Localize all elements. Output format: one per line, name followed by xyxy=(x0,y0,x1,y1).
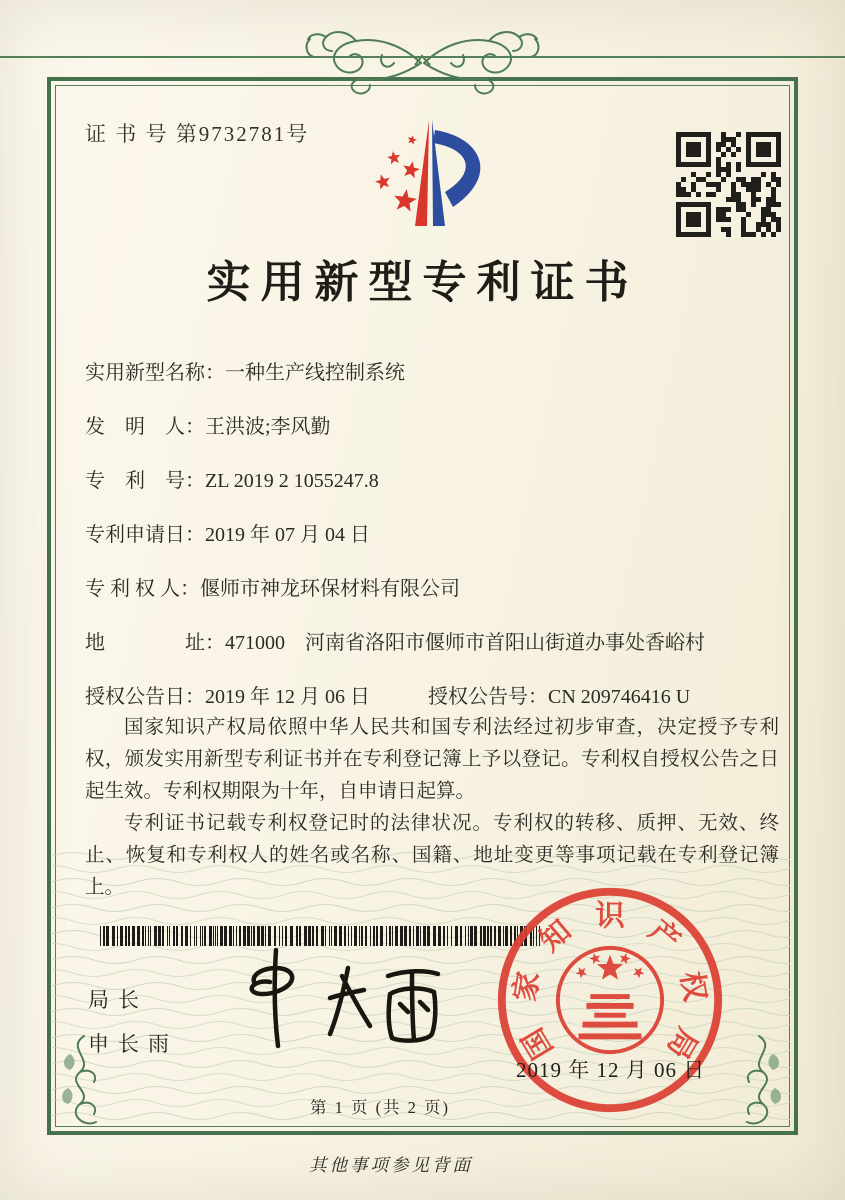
field-label: 地 址： xyxy=(85,632,225,654)
certificate-title: 实用新型专利证书 xyxy=(206,258,639,307)
logo-stars xyxy=(375,135,420,211)
field-row-name xyxy=(85,356,785,410)
svg-text:局: 局 xyxy=(660,1022,703,1064)
svg-text:国: 国 xyxy=(517,1022,560,1064)
field-label: 专 利 号： xyxy=(85,470,205,492)
legal-paragraphs xyxy=(85,712,779,904)
signature xyxy=(230,942,448,1054)
field-rows xyxy=(85,356,785,734)
field-row-inventor xyxy=(85,410,785,464)
page-number: 第 1 页 (共 2 页) xyxy=(309,1098,451,1117)
field-row-address xyxy=(85,626,785,680)
commissioner-label: 局长 xyxy=(88,988,148,1012)
seal-date: 2019 年 12 月 06 日 xyxy=(516,1058,706,1082)
field-label: 授权公告日： xyxy=(85,686,205,708)
field-value: 偃师市神龙环保材料有限公司 xyxy=(200,578,460,600)
field-label: 实用新型名称： xyxy=(85,362,225,384)
field-row-patentee xyxy=(85,572,785,626)
field-label: 专利申请日： xyxy=(85,524,205,546)
svg-text:权: 权 xyxy=(674,969,711,1004)
field-label: 授权公告号： xyxy=(428,686,548,708)
field-label: 专 利 权 人： xyxy=(85,578,200,600)
svg-text:家: 家 xyxy=(509,969,546,1004)
commissioner-name: 申长雨 xyxy=(88,1032,178,1056)
field-value: 一种生产线控制系统 xyxy=(225,362,405,384)
seal-emblem xyxy=(558,948,662,1052)
field-row-patent-no xyxy=(85,464,785,518)
field-label: 发 明 人： xyxy=(85,416,205,438)
seal-text xyxy=(508,899,711,1064)
field-value: ZL 2019 2 1055247.8 xyxy=(205,470,379,492)
grant-number xyxy=(428,680,690,709)
qr-code xyxy=(676,132,782,238)
certificate-number: 证 书 号 第9732781号 xyxy=(85,122,310,146)
cnipa-logo-icon xyxy=(345,114,510,236)
field-value: 2019 年 07 月 04 日 xyxy=(205,524,370,546)
field-value: 王洪波;李风勤 xyxy=(205,416,331,438)
svg-text:知: 知 xyxy=(534,914,578,959)
field-value: CN 209746416 U xyxy=(548,686,691,708)
field-value: 471000 河南省洛阳市偃师市首阳山街道办事处香峪村 xyxy=(225,632,705,654)
legal-paragraph-2: 专利证书记载专利权登记时的法律状况。专利权的转移、质押、无效、终止、恢复和专利权人的姓名或名称、国籍、地址变更等事项记载在专利登记簿上。 xyxy=(85,813,779,898)
field-row-filing-date xyxy=(85,518,785,572)
back-side-note: 其他事项参见背面 xyxy=(309,1155,473,1175)
dragon-flourish-ornament xyxy=(290,15,555,97)
svg-text:识: 识 xyxy=(595,900,625,933)
legal-paragraph-1: 国家知识产权局依照中华人民共和国专利法经过初步审查，决定授予专利权，颁发实用新型专利证书并在专利登记簿上予以登记。专利权自授权公告之日起生效。专利权期限为十年，自申请日起算。 xyxy=(85,717,779,802)
field-value: 2019 年 12 月 06 日 xyxy=(205,686,370,708)
svg-text:产: 产 xyxy=(642,914,686,959)
